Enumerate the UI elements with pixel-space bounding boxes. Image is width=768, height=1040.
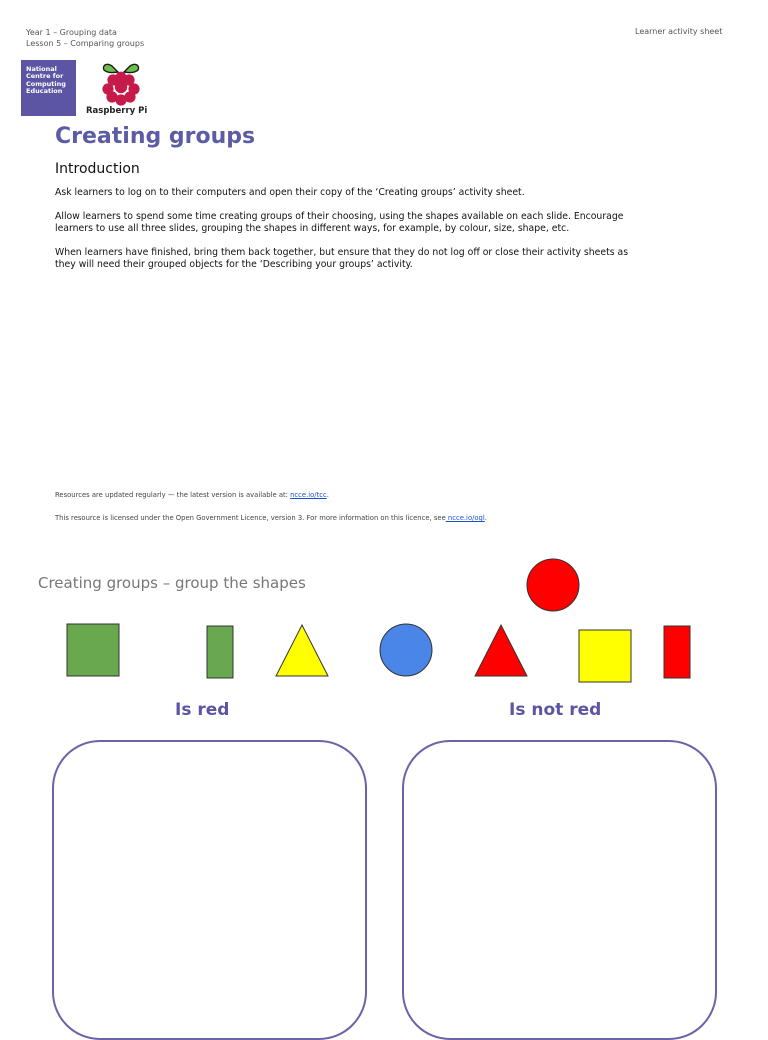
ncce-logo-line: Centre for xyxy=(26,72,64,81)
red-triangle-shape[interactable] xyxy=(475,625,527,676)
intro-paragraphs xyxy=(55,187,635,283)
slide-title: Creating groups – group the shapes xyxy=(38,574,306,592)
yellow-square-shape[interactable] xyxy=(579,630,631,682)
blue-circle-shape[interactable] xyxy=(380,624,432,676)
licence-end: . xyxy=(484,514,487,522)
is-red-drop-zone[interactable] xyxy=(52,740,367,1040)
raspberry-pi-label: Raspberry Pi xyxy=(86,106,148,116)
is-not-red-drop-zone[interactable] xyxy=(402,740,717,1040)
update-text: Resources are updated regularly — the latest version is available at: xyxy=(55,491,291,499)
intro-paragraph: Allow learners to spend some time creating groups of their choosing, using the shapes available on each slide. Encourage learners to use all three slides, grouping the shapes in different ways, for example, by colour, size, shape, etc. xyxy=(55,211,624,234)
update-end: . xyxy=(326,491,329,499)
yellow-triangle-shape[interactable] xyxy=(276,625,328,676)
course-line: Year 1 – Grouping data xyxy=(26,28,117,37)
red-rectangle-shape[interactable] xyxy=(664,626,690,678)
update-link[interactable]: ncce.io/tcc xyxy=(290,491,327,499)
sheet-type-label: Learner activity sheet xyxy=(635,27,723,36)
red-circle-shape[interactable] xyxy=(527,559,579,611)
intro-paragraph: When learners have finished, bring them back together, but ensure that they do not log off or close their activity sheets as they will need their grouped objects for the ‘Describing your groups’ activity. xyxy=(55,247,629,270)
green-square-shape[interactable] xyxy=(67,624,119,676)
page-title: Creating groups xyxy=(55,124,256,149)
update-notice xyxy=(55,491,329,499)
green-rectangle-shape[interactable] xyxy=(207,626,233,678)
ncce-logo-line: National xyxy=(26,65,57,73)
lesson-line: Lesson 5 – Comparing groups xyxy=(26,39,145,48)
group-label-is-not-red: Is not red xyxy=(509,700,602,720)
header-meta xyxy=(26,27,144,49)
ncce-logo-line: Education xyxy=(26,87,63,96)
group-label-is-red: Is red xyxy=(175,700,230,720)
licence-notice xyxy=(55,514,487,522)
ncce-logo xyxy=(21,60,76,116)
section-heading: Introduction xyxy=(55,161,140,177)
intro-paragraph: Ask learners to log on to their computers and open their copy of the ‘Creating groups’ activity sheet. xyxy=(55,187,525,198)
shapes-area xyxy=(0,550,768,690)
licence-text: This resource is licensed under the Open Government Licence, version 3. For more information on this licence, see xyxy=(55,514,446,522)
licence-link[interactable]: ncce.io/ogl xyxy=(445,514,485,522)
ncce-logo-line: Computing xyxy=(26,79,66,88)
